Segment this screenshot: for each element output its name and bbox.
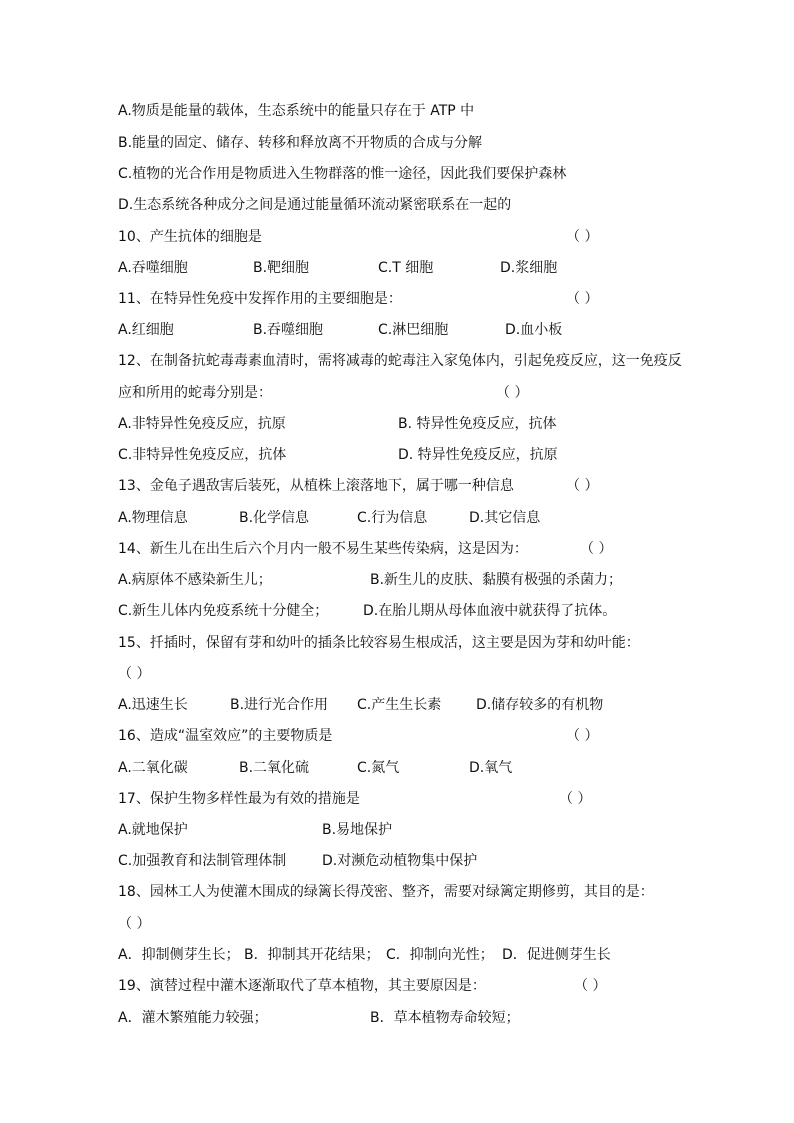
- option-d: D.血小板: [505, 322, 563, 338]
- option-c: C.非特异性免疫反应，抗体: [118, 447, 287, 463]
- option-b: B.靶细胞: [253, 260, 310, 276]
- option-a: A.病原体不感染新生儿；: [118, 572, 272, 588]
- option-a: A.红细胞: [118, 322, 174, 338]
- option-a: A．抑制侧芽生长；: [118, 947, 240, 963]
- option-b: B.易地保护: [322, 822, 393, 838]
- question-text: 16、造成“温室效应”的主要物质是: [118, 728, 333, 744]
- option-b: B. 特异性免疫反应，抗体: [398, 416, 557, 432]
- option-d: D．促进侧芽生长: [502, 947, 611, 963]
- option-c: C.淋巴细胞: [378, 322, 449, 338]
- option-c: C.植物的光合作用是物质进入生物群落的惟一途径，因此我们要保护森林: [118, 166, 567, 182]
- option-a: A.非特异性免疫反应，抗原: [118, 416, 286, 432]
- question-text: 14、新生儿在出生后六个月内一般不易生某些传染病，这是因为：: [118, 541, 528, 557]
- option-d: D.其它信息: [469, 510, 541, 526]
- option-d: D.储存较多的有机物: [476, 697, 604, 713]
- option-b: B．草本植物寿命较短；: [370, 1010, 520, 1026]
- option-c: C．抑制向光性；: [386, 947, 494, 963]
- option-d: D.生态系统各种成分之间是通过能量循环流动紧密联系在一起的: [118, 197, 512, 213]
- option-b: B.能量的固定、储存、转移和释放离不开物质的合成与分解: [118, 135, 483, 151]
- question-text: 10、产生抗体的细胞是: [118, 229, 262, 245]
- answer-blank: （ ）: [566, 291, 599, 307]
- question-text: 19、演替过程中灌木逐渐取代了草本植物，其主要原因是：: [118, 978, 486, 994]
- option-b: B．抑制其开花结果；: [244, 947, 380, 963]
- option-c: C.加强教育和法制管理体制: [118, 853, 287, 869]
- option-d: D.在胎儿期从母体血液中就获得了抗体。: [363, 603, 617, 619]
- option-c: C.氮气: [357, 760, 400, 776]
- option-d: D. 特异性免疫反应，抗原: [398, 447, 558, 463]
- option-c: C.T 细胞: [378, 260, 434, 276]
- answer-blank: （ ）: [566, 229, 599, 245]
- answer-blank: （ ）: [559, 791, 592, 807]
- option-b: B.吞噬细胞: [253, 322, 324, 338]
- answer-blank: （ ）: [118, 666, 151, 682]
- option-c: C.产生生长素: [357, 697, 442, 713]
- question-text: 13、金龟子遇敌害后装死，从植株上滚落地下，属于哪一种信息: [118, 478, 514, 494]
- question-text: 17、保护生物多样性最为有效的措施是: [118, 791, 360, 807]
- question-text: 应和所用的蛇毒分别是：: [118, 385, 272, 401]
- question-text: 15、扦插时，保留有芽和幼叶的插条比较容易生根成活，这主要是因为芽和幼叶能：: [118, 635, 640, 651]
- answer-blank: （ ）: [566, 478, 599, 494]
- question-text: 11、在特异性免疫中发挥作用的主要细胞是：: [118, 291, 402, 307]
- option-d: D.浆细胞: [500, 260, 558, 276]
- option-b: B.进行光合作用: [230, 697, 329, 713]
- option-a: A.物理信息: [118, 510, 188, 526]
- option-b: B.二氧化硫: [239, 760, 310, 776]
- option-a: A.二氧化碳: [118, 760, 188, 776]
- answer-blank: （ ）: [580, 541, 613, 557]
- option-a: A.物质是能量的载体，生态系统中的能量只存在于 ATP 中: [118, 103, 475, 119]
- option-c: C.行为信息: [357, 510, 428, 526]
- option-d: D.对濒危动植物集中保护: [322, 853, 478, 869]
- option-a: A.吞噬细胞: [118, 260, 188, 276]
- option-a: A.就地保护: [118, 822, 188, 838]
- answer-blank: （ ）: [496, 385, 529, 401]
- question-text: 18、园林工人为使灌木围成的绿篱长得茂密、整齐，需要对绿篱定期修剪，其目的是：: [118, 884, 654, 900]
- question-text: 12、在制备抗蛇毒毒素血清时，需将减毒的蛇毒注入家兔体内，引起免疫反应，这一免疫反: [118, 353, 682, 369]
- option-d: D.氧气: [469, 760, 513, 776]
- answer-blank: （ ）: [118, 916, 151, 932]
- option-c: C.新生儿体内免疫系统十分健全；: [118, 603, 329, 619]
- option-b: B.新生儿的皮肤、黏膜有极强的杀菌力；: [370, 572, 623, 588]
- option-b: B.化学信息: [239, 510, 310, 526]
- option-a: A.迅速生长: [118, 697, 188, 713]
- answer-blank: （ ）: [566, 728, 599, 744]
- option-a: A．灌木繁殖能力较强；: [118, 1010, 268, 1026]
- answer-blank: （ ）: [574, 978, 607, 994]
